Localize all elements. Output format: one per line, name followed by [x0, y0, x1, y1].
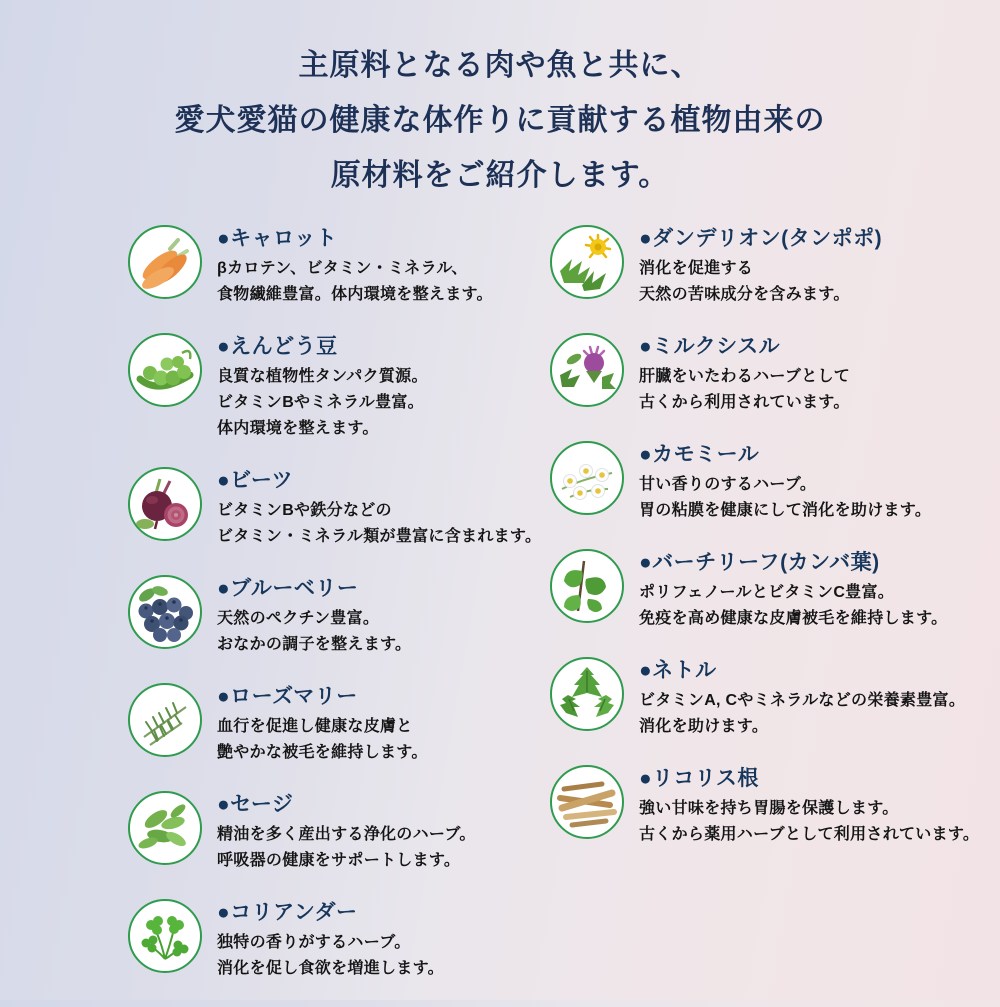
carrot-photo — [128, 225, 202, 299]
ingredient-item-dandelion — [550, 225, 1000, 308]
ingredient-name: ●ブルーベリー — [217, 577, 359, 600]
chamomile-icon — [552, 443, 622, 513]
ingredient-item-blueberry — [128, 575, 550, 658]
coriander-icon — [130, 901, 200, 971]
ingredient-item-birch-leaf — [550, 549, 1000, 632]
blueberry-photo — [128, 575, 202, 649]
description-line: 古くから利用されています。 — [639, 394, 850, 411]
ingredient-name: ●ダンデリオン(タンポポ) — [639, 227, 883, 250]
ingredient-name: ●えんどう豆 — [217, 335, 338, 358]
sage-icon — [130, 793, 200, 863]
ingredient-name: ●コリアンダー — [217, 901, 358, 924]
description-line: 艶やかな被毛を維持します。 — [217, 744, 428, 761]
description-line: 精油を多く産出する浄化のハーブ。 — [217, 826, 476, 843]
beet-icon — [130, 469, 200, 539]
ingredient-item-carrot — [128, 225, 550, 308]
licorice-root-icon — [552, 767, 622, 837]
ingredient-description — [217, 822, 476, 874]
description-line: 独特の香りがするハーブ。 — [217, 934, 411, 951]
description-line: 食物繊維豊富。体内環境を整えます。 — [217, 286, 493, 303]
right-column — [550, 225, 1000, 1007]
description-line: 消化を促進する — [639, 260, 754, 277]
ingredient-description — [217, 256, 493, 308]
ingredient-item-beet — [128, 467, 550, 550]
licorice-root-photo — [550, 765, 624, 839]
dandelion-icon — [552, 227, 622, 297]
ingredient-description — [639, 472, 931, 524]
birch-leaf-photo — [550, 549, 624, 623]
ingredient-description — [639, 256, 882, 308]
milk-thistle-photo — [550, 333, 624, 407]
description-line: 良質な植物性タンパク質源。 — [217, 368, 428, 385]
description-line: 強い甘味を持ち胃腸を保護します。 — [639, 800, 899, 817]
description-line: βカロテン、ビタミン・ミネラル、 — [217, 260, 468, 277]
description-line: ビタミンA, Cやミネラルなどの栄養素豊富。 — [639, 692, 966, 709]
title-line-1: 主原料となる肉や魚と共に、 — [298, 49, 702, 82]
ingredient-item-pea — [128, 333, 550, 442]
ingredient-description — [639, 364, 850, 416]
ingredient-description — [639, 688, 965, 740]
ingredient-item-nettle — [550, 657, 1000, 740]
carrot-icon — [130, 227, 200, 297]
pea-icon — [130, 335, 200, 405]
description-line: ビタミンBやミネラル豊富。 — [217, 394, 424, 411]
ingredient-description — [639, 796, 979, 848]
ingredient-name: ●ネトル — [639, 659, 717, 682]
dandelion-photo — [550, 225, 624, 299]
title-line-2: 愛犬愛猫の健康な体作りに貢献する植物由来の — [174, 104, 826, 137]
description-line: 胃の粘膜を健康にして消化を助けます。 — [639, 502, 932, 519]
ingredient-name: ●ビーツ — [217, 469, 294, 492]
ingredient-item-coriander — [128, 899, 550, 982]
description-line: おなかの調子を整えます。 — [217, 636, 412, 653]
description-line: 天然のペクチン豊富。 — [217, 610, 380, 627]
ingredient-item-licorice-root — [550, 765, 1000, 848]
ingredient-name: ●ミルクシスル — [639, 335, 781, 358]
title-line-3: 原材料をご紹介します。 — [330, 159, 670, 192]
description-line: 消化を助けます。 — [639, 718, 769, 735]
description-line: 古くから薬用ハーブとして利用されています。 — [639, 826, 980, 843]
beet-photo — [128, 467, 202, 541]
pea-photo — [128, 333, 202, 407]
ingredient-description — [639, 580, 947, 632]
description-line: 免疫を高め健康な皮膚被毛を維持します。 — [639, 610, 948, 627]
description-line: 体内環境を整えます。 — [217, 420, 379, 437]
description-line: ポリフェノールとビタミンC豊富。 — [639, 584, 895, 601]
description-line: 血行を促進し健康な皮膚と — [217, 718, 413, 735]
ingredient-item-milk-thistle — [550, 333, 1000, 416]
blueberry-icon — [130, 577, 200, 647]
ingredient-name: ●バーチリーフ(カンバ葉) — [639, 551, 880, 574]
description-line: 肝臓をいたわるハーブとして — [639, 368, 851, 385]
rosemary-photo — [128, 683, 202, 757]
ingredient-columns — [128, 225, 1000, 1007]
ingredient-name: ●カモミール — [639, 443, 760, 466]
ingredient-description — [217, 930, 444, 982]
coriander-photo — [128, 899, 202, 973]
page-title — [0, 0, 1000, 203]
description-line: 天然の苦味成分を含みます。 — [639, 286, 850, 303]
birch-leaf-icon — [552, 551, 622, 621]
description-line: ビタミン・ミネラル類が豊富に含まれます。 — [217, 528, 542, 545]
ingredient-description — [217, 364, 428, 442]
left-column — [128, 225, 550, 1007]
ingredient-item-chamomile — [550, 441, 1000, 524]
description-line: 呼吸器の健康をサポートします。 — [217, 852, 461, 869]
rosemary-icon — [130, 685, 200, 755]
milk-thistle-icon — [552, 335, 622, 405]
nettle-icon — [552, 659, 622, 729]
ingredient-name: ●ローズマリー — [217, 685, 358, 708]
ingredient-item-sage — [128, 791, 550, 874]
ingredient-description — [217, 606, 411, 658]
sage-photo — [128, 791, 202, 865]
chamomile-photo — [550, 441, 624, 515]
description-line: 甘い香りのするハーブ。 — [639, 476, 817, 493]
ingredient-item-rosemary — [128, 683, 550, 766]
ingredient-description — [217, 498, 541, 550]
description-line: 消化を促し食欲を増進します。 — [217, 960, 444, 977]
ingredient-description — [217, 714, 428, 766]
ingredient-name: ●リコリス根 — [639, 767, 759, 790]
nettle-photo — [550, 657, 624, 731]
ingredient-name: ●セージ — [217, 793, 294, 816]
ingredient-name: ●キャロット — [217, 227, 338, 250]
description-line: ビタミンBや鉄分などの — [217, 502, 392, 519]
